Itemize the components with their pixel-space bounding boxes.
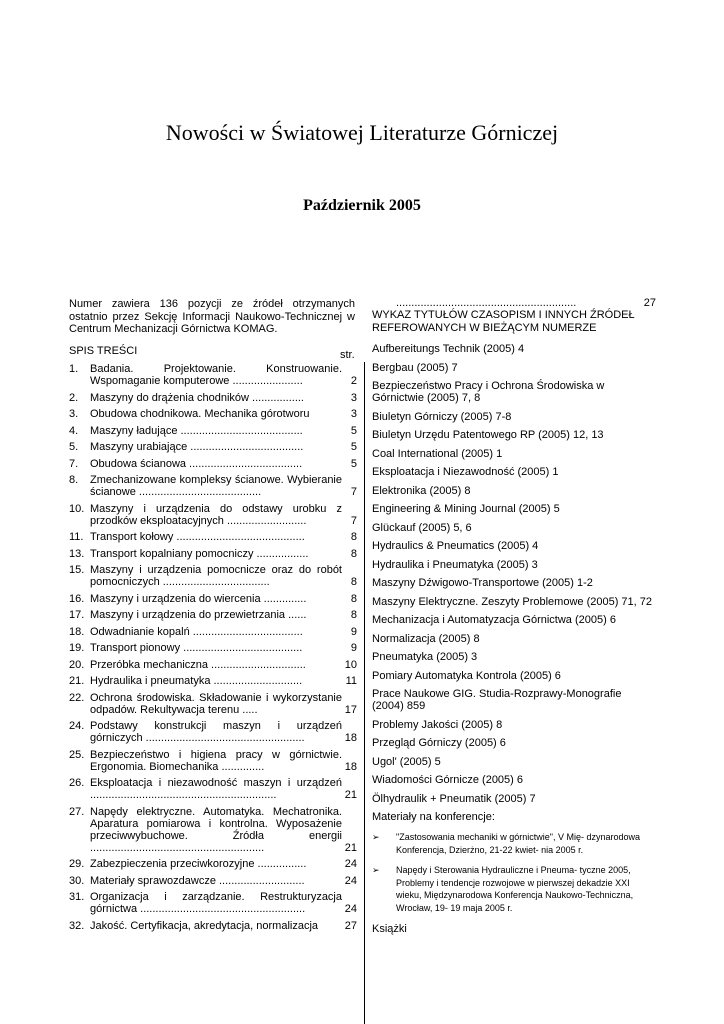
toc-entry-page: 18 xyxy=(344,732,357,744)
toc-entry-page: 8 xyxy=(350,592,357,605)
toc-entry-title: Maszyny i urządzenia do wiercenia .............. xyxy=(90,592,307,605)
journal-item: Normalizacja (2005) 8 xyxy=(372,632,480,645)
toc-entry-title: Podstawy konstrukcji maszyn i urządzeń górniczych .................................................... xyxy=(90,720,342,744)
toc-entry-title: Eksploatacja i niezawodność maszyn i urządzeń ............................................................. xyxy=(90,777,342,801)
toc-entry-page: 2 xyxy=(350,375,357,387)
toc-entry xyxy=(69,720,357,744)
toc-entry-title: Odwadnianie kopalń .................................... xyxy=(90,625,303,638)
arrow-bullet-icon: ➢ xyxy=(372,865,380,876)
toc-entry-number: 27. xyxy=(69,805,85,818)
toc-entry xyxy=(69,548,357,560)
toc-entry-title: Transport kołowy .......................................... xyxy=(90,531,305,543)
toc-entry-title: Bezpieczeństwo i higiena pracy w górnictwie. Ergonomia. Biomechanika .............. xyxy=(90,748,342,773)
toc-entry-number: 10. xyxy=(69,502,85,515)
toc-entry-number: 32. xyxy=(69,919,85,932)
journal-item: Aufbereitungs Technik (2005) 4 xyxy=(372,343,525,355)
toc-entry-page: 10 xyxy=(344,658,357,671)
toc-page-label: str. xyxy=(340,349,355,361)
toc-entry-page: 11 xyxy=(345,675,357,687)
toc-entry xyxy=(69,363,357,387)
journal-item: Hydraulika i Pneumatyka (2005) 3 xyxy=(372,558,538,571)
toc-entry xyxy=(69,408,357,420)
toc-entry-page: 17 xyxy=(344,703,357,716)
toc-entry xyxy=(69,858,357,870)
toc-entry-page: 24 xyxy=(344,858,357,870)
toc-entry xyxy=(69,675,357,687)
arrow-bullet-icon: ➢ xyxy=(372,832,380,842)
toc-entry-number: 18. xyxy=(69,625,85,638)
journal-item: Prace Naukowe GIG. Studia-Rozprawy-Monografie (2004) 859 xyxy=(372,688,622,712)
toc-entry-title: Hydraulika i pneumatyka ............................. xyxy=(90,675,303,687)
toc-entry-number: 5. xyxy=(69,441,79,453)
journal-item: Problemy Jakości (2005) 8 xyxy=(372,718,503,731)
toc-entry-page: 8 xyxy=(350,576,357,588)
toc-entry xyxy=(69,458,357,470)
toc-entry-title: Maszyny ładujące ........................................ xyxy=(90,424,303,437)
journal-item: Glückauf (2005) 5, 6 xyxy=(372,521,472,534)
toc-entry-title: Ochrona środowiska. Składowanie i wykorzystanie odpadów. Rekultywacja terenu ..... xyxy=(90,691,342,716)
toc-entry-page: 5 xyxy=(350,457,357,470)
toc-entry-page: 18 xyxy=(344,760,357,773)
toc-entry-title: Zabezpieczenia przeciwkorozyjne ................ xyxy=(90,858,307,870)
journal-item: Mechanizacja i Automatyzacja Górnictwa (2005) 6 xyxy=(372,614,616,626)
toc-entry xyxy=(69,777,357,801)
toc-entry-number: 20. xyxy=(69,658,85,671)
toc-entry-page: 8 xyxy=(350,547,357,560)
journal-item: Bezpieczeństwo Pracy i Ochrona Środowiska w Górnictwie (2005) 7, 8 xyxy=(372,380,605,404)
toc-entry-page: 3 xyxy=(350,391,357,404)
journal-item: Wiadomości Górnicze (2005) 6 xyxy=(372,774,524,786)
toc-entry-title: Maszyny do drążenia chodników ................. xyxy=(90,391,304,404)
conference-text: "Zastosowania mechaniki w górnictwie", V Mię- dzynarodowa Konferencja, Dzierżno, 21-22 kwiet- nia 2005 r. xyxy=(396,832,640,855)
journal-item: Ölhydraulik + Pneumatik (2005) 7 xyxy=(372,792,536,805)
toc-entry xyxy=(69,749,357,773)
journal-item: Coal International (2005) 1 xyxy=(372,447,503,460)
toc-entry xyxy=(69,564,357,588)
toc-entry-page: 9 xyxy=(350,625,357,638)
toc-entry-number: 7. xyxy=(69,457,79,470)
toc-entry-page: 5 xyxy=(350,424,357,437)
toc-entry-page: 3 xyxy=(350,408,357,420)
toc-entry-title: Obudowa ścianowa ..................................... xyxy=(90,457,303,470)
toc-entry-number: 24. xyxy=(69,720,85,732)
books-heading: Książki xyxy=(372,922,407,935)
toc-entry-title: Maszyny urabiające ..................................... xyxy=(90,441,304,453)
toc-entry-title: Przeróbka mechaniczna ............................... xyxy=(90,658,306,671)
conference-text: Napędy i Sterowania Hydrauliczne i Pneuma- tyczne 2005, Problemy i tendencje rozwojowe w pierwszej dekadzie XXI wieku, Międzynarodowa Konferencja Naukowo-Techniczna, Wrocław, 19- 19 maja 2005 r. xyxy=(396,865,634,913)
journal-item: Biuletyn Urzędu Patentowego RP (2005) 12, 13 xyxy=(372,429,604,441)
continuation-page: 27 xyxy=(643,297,656,309)
toc-entry-title: Jakość. Certyfikacja, akredytacja, normalizacja xyxy=(90,919,319,932)
journal-item: Hydraulics & Pneumatics (2005) 4 xyxy=(372,540,539,552)
conference-list xyxy=(372,831,656,915)
toc-entry-page: 24 xyxy=(344,874,357,887)
toc-entry xyxy=(69,806,357,854)
toc-entry xyxy=(69,503,357,527)
toc-entry-page: 5 xyxy=(350,441,357,453)
toc-entry xyxy=(69,642,357,654)
toc-continuation xyxy=(372,297,656,309)
toc-heading: SPIS TREŚCI xyxy=(69,345,138,357)
toc-entry-title: Transport kopalniany pomocniczy ................. xyxy=(90,547,309,560)
toc-entry-number: 19. xyxy=(69,642,85,654)
toc-entry xyxy=(69,659,357,671)
sources-list-title: WYKAZ TYTUŁÓW CZASOPISM I INNYCH ŹRÓDEŁ REFEROWANYCH W BIEŻĄCYM NUMERZE xyxy=(372,309,635,334)
toc-entry-number: 11. xyxy=(69,531,84,543)
toc-entry-title: Napędy elektryczne. Automatyka. Mechatronika. Aparatura pomiarowa i kontrolna. Wyposażenie przeciwwybuchowe. Źródła energii ......................................................... xyxy=(90,805,342,854)
intro-paragraph: Numer zawiera 136 pozycji ze źródeł otrzymanych ostatnio przez Sekcję Informacji Naukowo-Technicznej w Centrum Mechanizacji Górnictwa KOMAG. xyxy=(69,298,355,335)
toc-entry-number: 29. xyxy=(69,858,85,870)
toc-entry xyxy=(69,609,357,621)
toc-entry-number: 17. xyxy=(69,609,85,621)
journal-item: Elektronika (2005) 8 xyxy=(372,484,471,497)
continuation-dots: ........................................................... xyxy=(396,297,577,309)
toc-entry-number: 3. xyxy=(69,408,79,420)
toc-entry xyxy=(69,593,357,605)
table-of-contents xyxy=(69,363,357,936)
toc-entry xyxy=(69,692,357,716)
toc-entry-title: Maszyny i urządzenia do przewietrzania ...... xyxy=(90,609,307,621)
page-title: Nowości w Światowej Literaturze Górniczej xyxy=(165,120,559,145)
toc-entry-title: Badania. Projektowanie. Konstruowanie. Wspomaganie komputerowe ....................... xyxy=(90,363,342,387)
toc-entry xyxy=(69,875,357,887)
toc-entry-page: 7 xyxy=(350,514,357,527)
issue-date: Październik 2005 xyxy=(303,197,421,214)
toc-entry-page: 24 xyxy=(344,903,357,915)
toc-entry xyxy=(69,626,357,638)
toc-entry-number: 2. xyxy=(69,391,79,404)
toc-entry-page: 8 xyxy=(350,609,357,621)
toc-entry-title: Organizacja i zarządzanie. Restrukturyzacja górnictwa ...................................................... xyxy=(90,891,342,915)
toc-entry-number: 31. xyxy=(69,891,85,903)
journal-item: Biuletyn Górniczy (2005) 7-8 xyxy=(372,410,512,423)
toc-entry-title: Obudowa chodnikowa. Mechanika górotworu xyxy=(90,408,310,420)
journal-item: Ugol' (2005) 5 xyxy=(372,755,441,768)
toc-entry-title: Materiały sprawozdawcze ............................ xyxy=(90,874,305,887)
conference-item xyxy=(372,864,656,914)
journal-list xyxy=(372,343,656,805)
journal-item: Engineering & Mining Journal (2005) 5 xyxy=(372,503,560,515)
toc-entry-number: 26. xyxy=(69,777,85,789)
toc-entry xyxy=(69,891,357,915)
toc-entry-number: 1. xyxy=(69,363,79,375)
toc-entry-title: Maszyny i urządzenia do odstawy urobku z przodków eksploatacyjnych .......................... xyxy=(90,502,342,527)
toc-entry-title: Maszyny i urządzenia pomocnicze oraz do robót pomocniczych ................................... xyxy=(90,564,342,588)
toc-entry xyxy=(69,474,357,498)
toc-entry-number: 4. xyxy=(69,424,79,437)
journal-item: Pneumatyka (2005) 3 xyxy=(372,651,478,663)
toc-entry xyxy=(69,425,357,437)
toc-entry-number: 21. xyxy=(69,675,85,687)
toc-entry-page: 27 xyxy=(344,919,357,932)
column-divider xyxy=(364,362,365,1024)
journal-item: Eksploatacja i Niezawodność (2005) 1 xyxy=(372,466,559,478)
toc-entry-number: 15. xyxy=(69,564,85,576)
toc-entry-number: 16. xyxy=(69,592,85,605)
toc-entry-page: 21 xyxy=(344,841,357,854)
toc-entry xyxy=(69,531,357,543)
conferences-heading: Materiały na konferencje: xyxy=(372,811,495,823)
journal-item: Pomiary Automatyka Kontrola (2005) 6 xyxy=(372,669,561,682)
toc-entry-title: Zmechanizowane kompleksy ścianowe. Wybieranie ścianowe ........................................ xyxy=(90,474,342,498)
journal-item: Maszyny Dźwigowo-Transportowe (2005) 1-2 xyxy=(372,577,593,589)
journal-item: Przegląd Górniczy (2005) 6 xyxy=(372,737,506,749)
toc-entry-number: 8. xyxy=(69,474,79,486)
toc-entry-number: 30. xyxy=(69,874,85,887)
journal-item: Bergbau (2005) 7 xyxy=(372,361,458,374)
conference-item xyxy=(372,831,656,856)
toc-entry-page: 7 xyxy=(350,486,357,498)
toc-entry xyxy=(69,920,357,932)
toc-entry-number: 22. xyxy=(69,691,85,704)
toc-entry xyxy=(69,441,357,453)
toc-entry-number: 25. xyxy=(69,748,85,761)
toc-entry xyxy=(69,392,357,404)
toc-entry-number: 13. xyxy=(69,547,85,560)
journal-item: Maszyny Elektryczne. Zeszyty Problemowe (2005) 71, 72 xyxy=(372,595,653,608)
toc-entry-title: Transport pionowy ....................................... xyxy=(90,642,303,654)
right-column xyxy=(372,297,656,935)
toc-entry-page: 9 xyxy=(350,642,357,654)
toc-entry-page: 8 xyxy=(350,531,357,543)
toc-entry-page: 21 xyxy=(344,789,357,801)
